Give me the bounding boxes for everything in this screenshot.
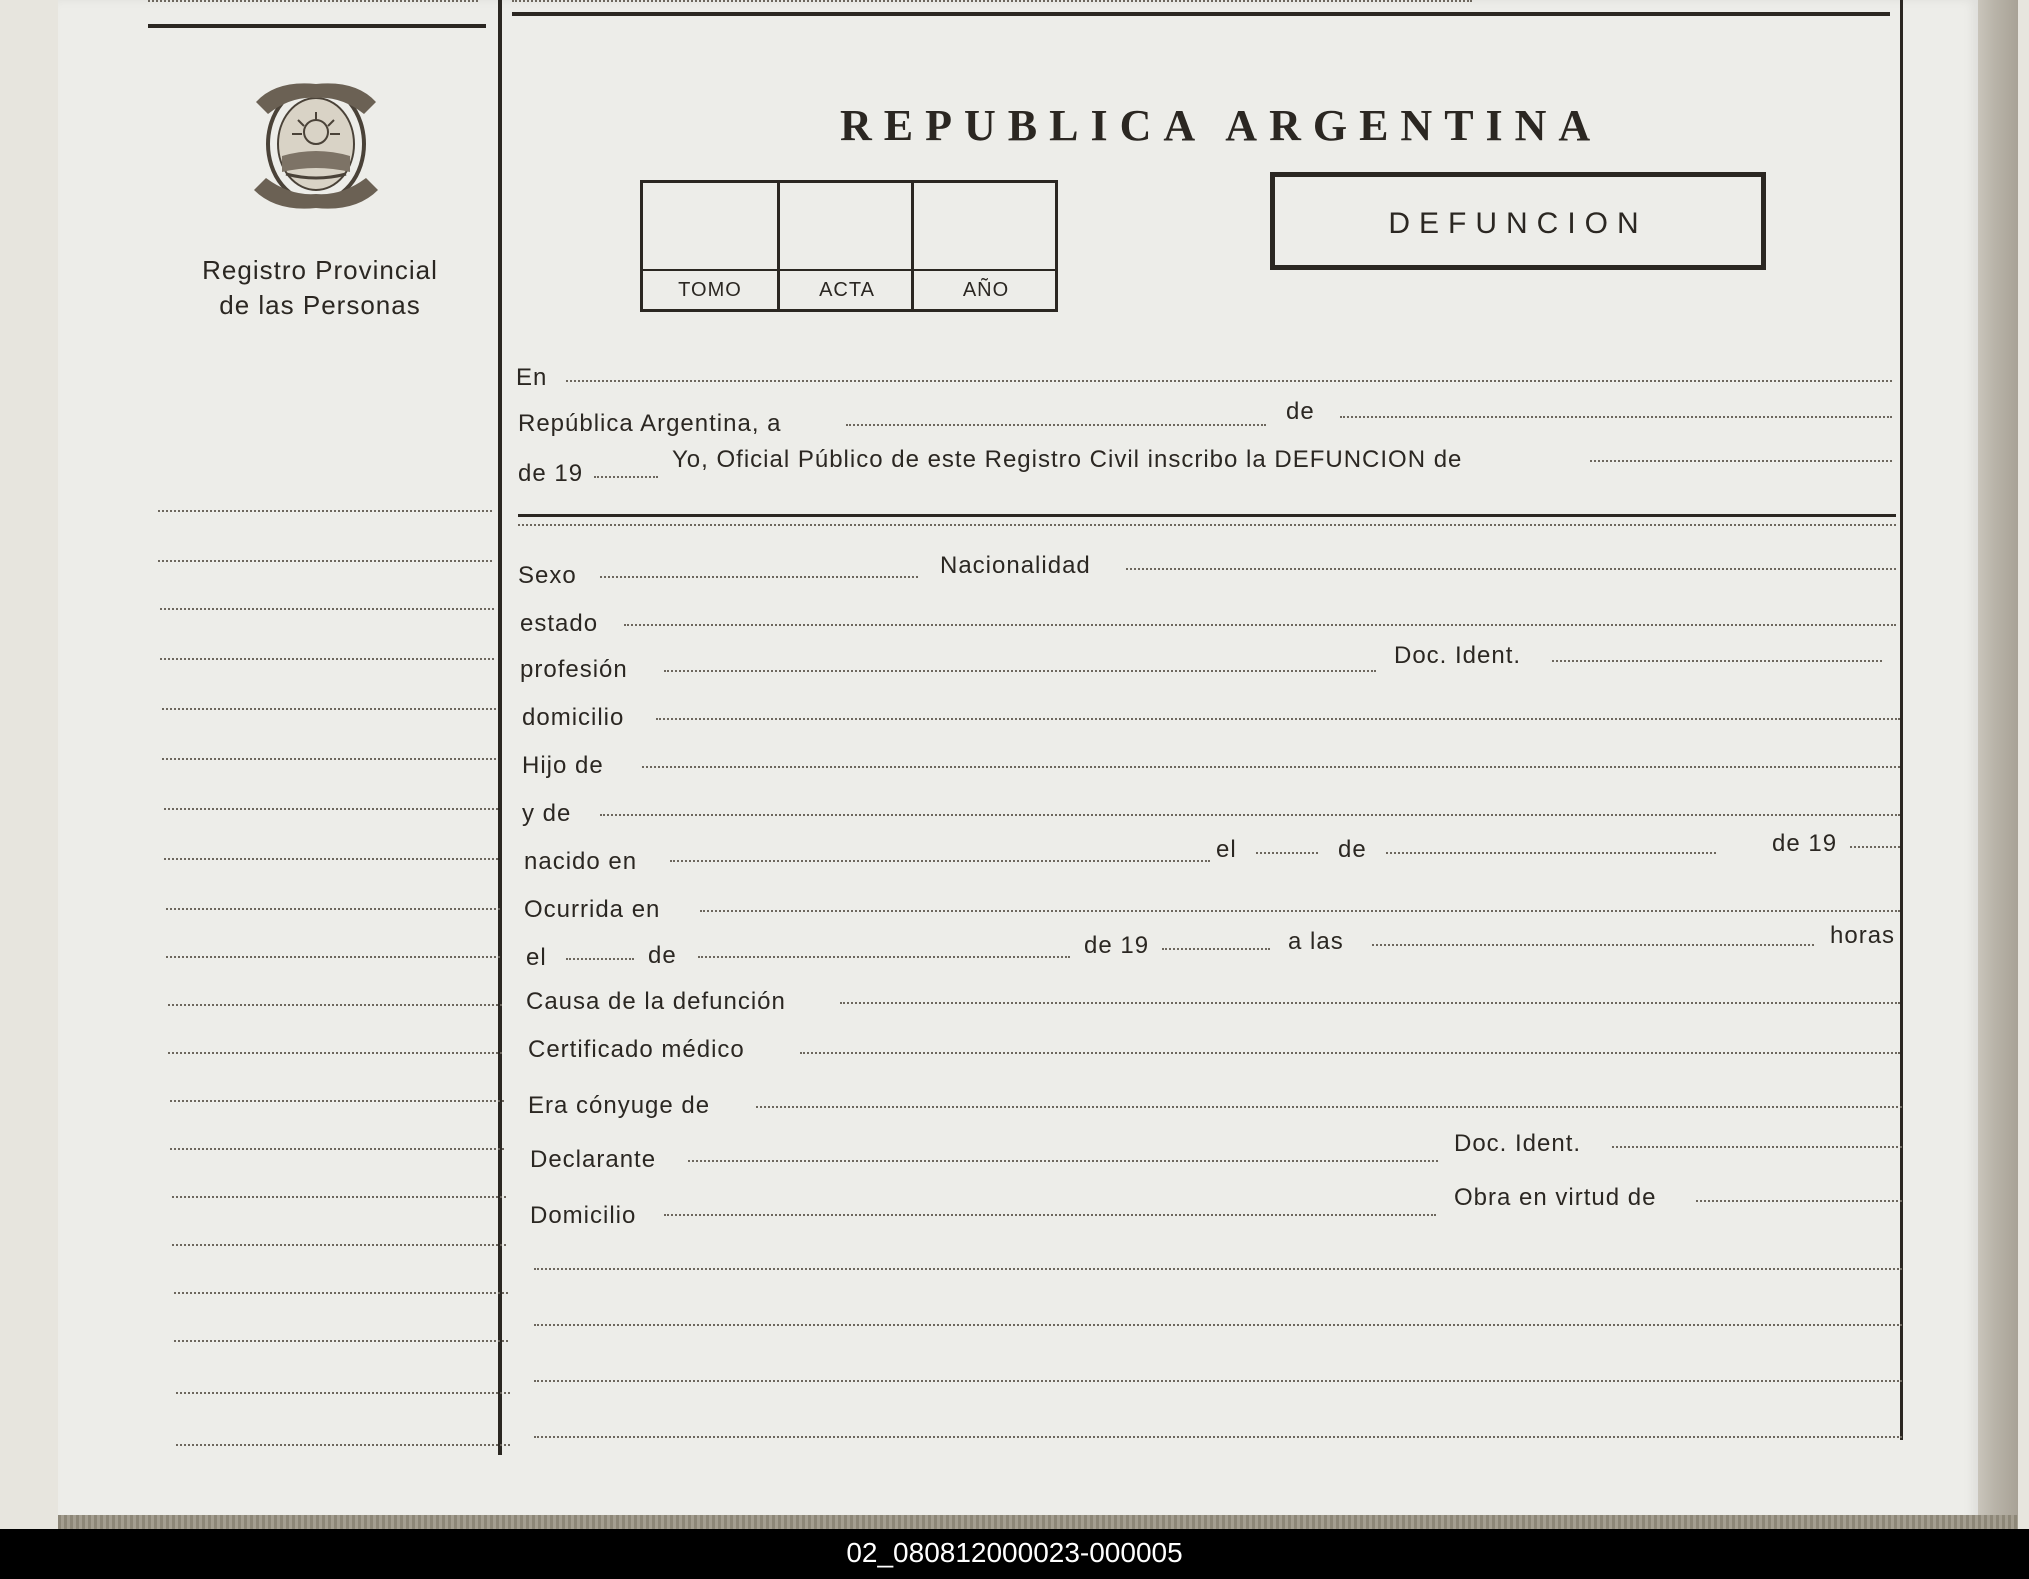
doc-ident-label: Doc. Ident. (1394, 642, 1522, 669)
margin-line (160, 608, 494, 610)
remarks-line[interactable] (534, 1268, 1902, 1270)
domicilio-2-field[interactable] (664, 1214, 1436, 1216)
margin-line (174, 1292, 508, 1294)
y-de-field[interactable] (600, 814, 1900, 816)
record-type-label: DEFUNCION (1388, 207, 1648, 240)
tomo-label: TOMO (678, 279, 742, 301)
top-right-dots (512, 0, 1472, 2)
ocurrida-day-field[interactable] (566, 958, 634, 960)
ocurrida-en-field[interactable] (700, 910, 1900, 912)
binding-strip (58, 1515, 2018, 1529)
margin-line (166, 908, 500, 910)
top-left-rule (148, 24, 486, 28)
year-field[interactable] (594, 476, 658, 478)
nacido-en-label: nacido en (524, 848, 638, 875)
margin-line (170, 1148, 504, 1150)
doc-ident-field[interactable] (1552, 660, 1882, 662)
declaration-text: Yo, Oficial Público de este Registro Civil inscribo la DEFUNCION de (672, 446, 1463, 473)
tomo-acta-ano-grid (640, 180, 1058, 312)
margin-line (176, 1444, 510, 1446)
sexo-field[interactable] (600, 576, 918, 578)
profesion-field[interactable] (664, 670, 1376, 672)
margin-line (158, 510, 492, 512)
nacido-day-field[interactable] (1256, 852, 1318, 854)
nacido-en-field[interactable] (670, 860, 1210, 862)
image-caption-bar (0, 1529, 2029, 1579)
image-caption: 02_080812000023-000005 (846, 1537, 1183, 1568)
ocurrida-year-field[interactable] (1162, 948, 1270, 950)
acta-label: ACTA (819, 279, 875, 301)
registry-title-line1: Registro Provincial (202, 255, 438, 285)
conyuge-label: Era cónyuge de (528, 1092, 711, 1119)
margin-line (160, 658, 494, 660)
en-field[interactable] (566, 380, 1892, 382)
acta-cell[interactable] (777, 183, 914, 309)
nacido-el-label: el (1216, 836, 1237, 863)
estado-field[interactable] (624, 624, 1896, 626)
nacido-year-field[interactable] (1850, 846, 1900, 848)
provincial-seal-emblem (246, 72, 386, 222)
deceased-name-field[interactable] (1590, 460, 1892, 462)
en-label: En (516, 364, 548, 391)
record-type-box (1270, 172, 1766, 270)
margin-line (158, 560, 492, 562)
month-field[interactable] (1340, 416, 1892, 418)
ocurrida-el-label: el (526, 944, 547, 971)
registry-title-line2: de las Personas (219, 290, 421, 320)
nacionalidad-label: Nacionalidad (940, 552, 1091, 579)
margin-line (176, 1392, 510, 1394)
country-heading: REPUBLICA ARGENTINA (840, 101, 1603, 150)
margin-line (162, 758, 496, 760)
conyuge-field[interactable] (756, 1106, 1902, 1108)
remarks-line[interactable] (534, 1324, 1902, 1326)
margin-line (172, 1244, 506, 1246)
right-border (1900, 0, 1903, 1440)
margin-line (170, 1100, 504, 1102)
declarante-doc-label: Doc. Ident. (1454, 1130, 1582, 1157)
ocurrida-year-label: de 19 (1084, 932, 1150, 959)
nacido-month-field[interactable] (1386, 852, 1716, 854)
margin-line (166, 956, 500, 958)
declarante-field[interactable] (688, 1160, 1438, 1162)
ocurrida-month-field[interactable] (698, 956, 1070, 958)
de-label: de (1286, 398, 1315, 425)
ano-label: AÑO (962, 279, 1010, 301)
ano-cell[interactable] (911, 183, 1058, 309)
margin-line (172, 1196, 506, 1198)
declarante-doc-field[interactable] (1612, 1146, 1902, 1148)
remarks-line[interactable] (534, 1380, 1902, 1382)
margin-line (168, 1052, 502, 1054)
margin-line (162, 708, 496, 710)
tomo-cell[interactable] (643, 183, 777, 309)
margin-line (164, 858, 498, 860)
causa-field[interactable] (840, 1002, 1900, 1004)
margin-line (174, 1340, 508, 1342)
nacido-year-label: de 19 (1772, 830, 1838, 857)
domicilio-field[interactable] (656, 718, 1900, 720)
top-right-rule (512, 12, 1890, 16)
a-las-label: a las (1288, 928, 1344, 955)
domicilio-2-label: Domicilio (530, 1202, 637, 1229)
margin-line (164, 808, 498, 810)
hijo-de-field[interactable] (642, 766, 1900, 768)
column-divider (498, 0, 502, 1455)
y-de-label: y de (522, 800, 572, 827)
certificado-label: Certificado médico (528, 1036, 745, 1063)
hora-field[interactable] (1372, 944, 1814, 946)
section-rule (518, 514, 1896, 517)
causa-label: Causa de la defunción (526, 988, 786, 1015)
hijo-de-label: Hijo de (522, 752, 604, 779)
profesion-label: profesión (520, 656, 628, 683)
margin-line (168, 1004, 502, 1006)
deceased-name-field-2[interactable] (518, 524, 1896, 526)
declarante-label: Declarante (530, 1146, 657, 1173)
nacido-de-label: de (1338, 836, 1367, 863)
sexo-label: Sexo (518, 562, 577, 589)
day-field[interactable] (846, 424, 1266, 426)
ocurrida-en-label: Ocurrida en (524, 896, 661, 923)
obra-label: Obra en virtud de (1454, 1184, 1657, 1211)
page-edge (1978, 0, 2018, 1530)
remarks-line[interactable] (534, 1436, 1902, 1438)
ocurrida-de-label: de (648, 942, 677, 969)
obra-field[interactable] (1696, 1200, 1902, 1202)
registry-title (180, 253, 460, 323)
nacionalidad-field[interactable] (1126, 568, 1896, 570)
year-label: de 19 (518, 460, 584, 487)
certificado-field[interactable] (800, 1052, 1900, 1054)
horas-label: horas (1830, 922, 1896, 949)
top-left-dots (148, 0, 478, 2)
domicilio-label: domicilio (522, 704, 625, 731)
republica-a-label: República Argentina, a (518, 410, 782, 437)
estado-label: estado (520, 610, 599, 637)
